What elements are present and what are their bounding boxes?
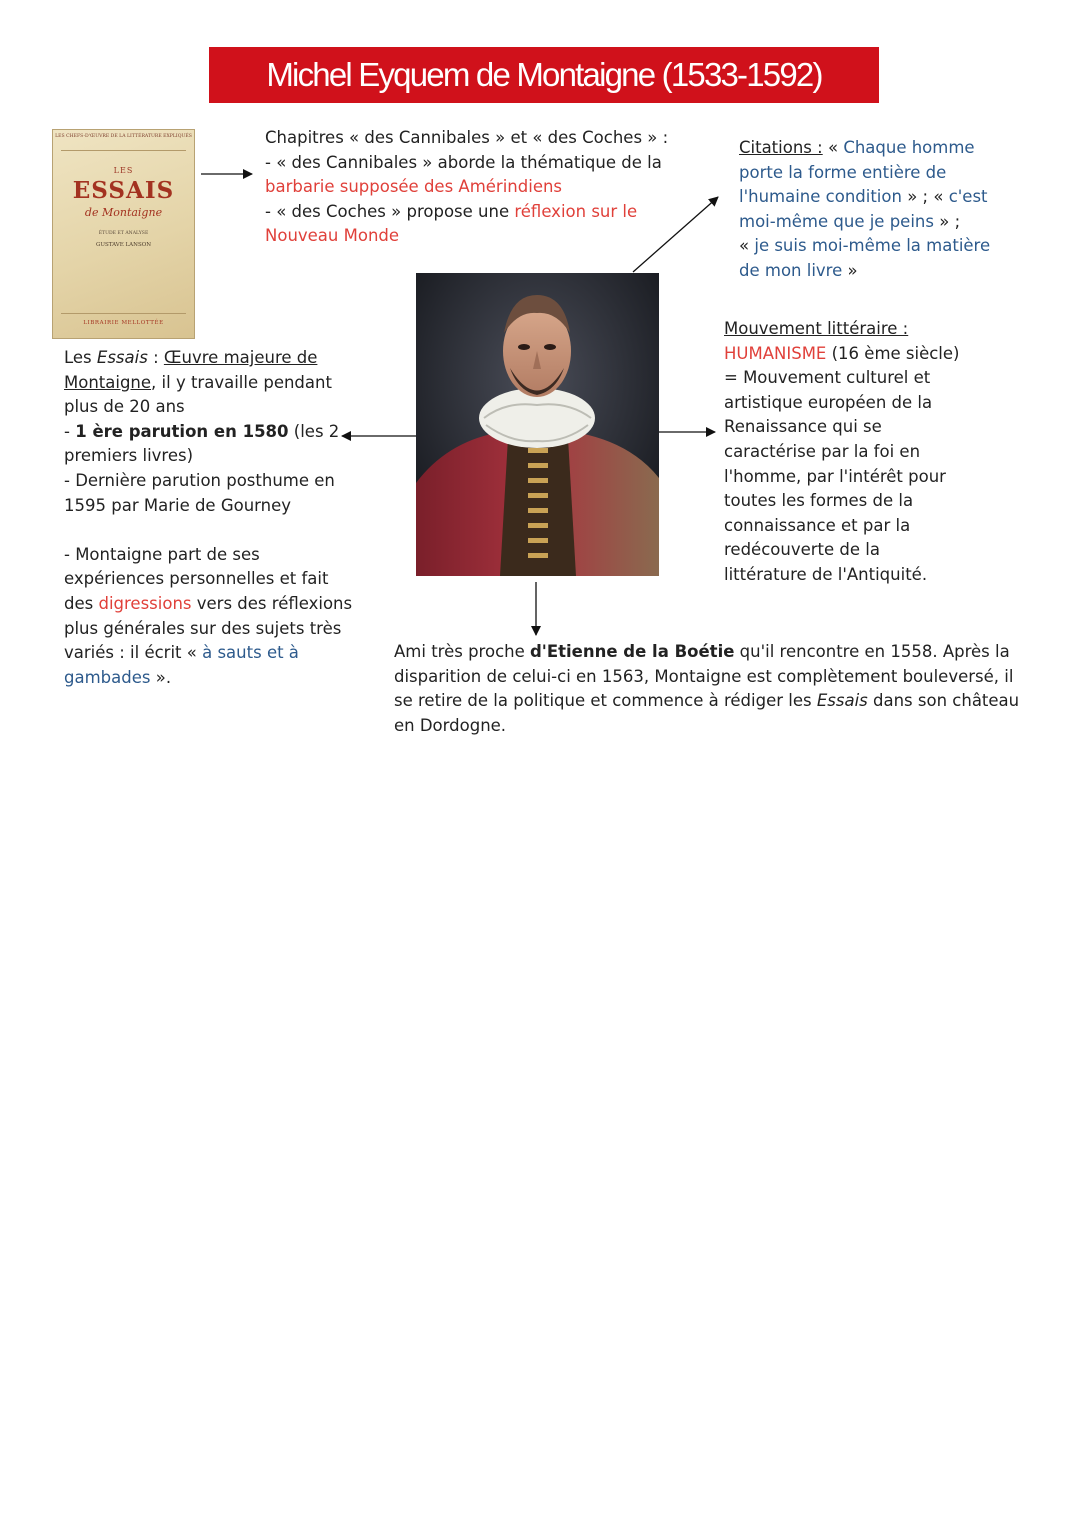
mouvement-line-8: toutes les formes de la xyxy=(724,491,914,511)
page-title-text: Michel Eyquem de Montaigne (1533-1592) xyxy=(266,56,822,93)
boetie-essais-italic: Essais xyxy=(816,691,868,711)
mouvement-humanisme: HUMANISME xyxy=(724,343,827,363)
citation-quote-3a: je suis moi-même la matière xyxy=(754,236,991,256)
essais-20-ans: plus de 20 ans xyxy=(64,397,185,417)
chapitres-block xyxy=(265,126,668,249)
mouvement-line-9: connaissance et par la xyxy=(724,515,911,535)
essais-les: Les xyxy=(64,348,92,367)
boetie-name: d'Etienne de la Boétie xyxy=(530,642,735,661)
essais-gambades: gambades xyxy=(64,667,151,687)
essais-premiere-parution: 1 ère parution en 1580 xyxy=(75,421,289,441)
citation-quote-mark-3: « xyxy=(739,236,750,256)
mouvement-line-6: caractérise par la foi en xyxy=(724,441,921,461)
essais-oeuvre-majeure: Œuvre majeure de xyxy=(163,348,318,367)
citation-quote-2b: moi-même que je peins xyxy=(739,211,934,231)
essais-varies: variés : il écrit « xyxy=(64,643,197,663)
essais-des: des xyxy=(64,593,94,613)
mouvement-line-7: l'homme, par l'intérêt pour xyxy=(724,466,946,486)
boetie-retire: se retire de la politique et commence à rédiger les xyxy=(394,691,812,711)
mouvement-line-4: artistique européen de la xyxy=(724,392,933,412)
citation-quote-1c: l'humaine condition xyxy=(739,187,902,207)
citations-label: Citations : xyxy=(739,138,823,157)
mouvement-line-11: littérature de l'Antiquité. xyxy=(724,564,928,584)
mouvement-siecle: (16 ème siècle) xyxy=(831,343,960,363)
essais-block xyxy=(64,346,352,690)
essais-les-2: (les 2 xyxy=(293,421,340,441)
book-author-text: GUSTAVE LANSON xyxy=(95,242,152,248)
citation-quote-3b: de mon livre xyxy=(739,260,843,280)
essais-premiers-livres: premiers livres) xyxy=(64,446,194,466)
essais-dash: - xyxy=(64,421,70,441)
essais-experiences: expériences personnelles et fait xyxy=(64,569,329,589)
citation-close-mark: » xyxy=(847,260,858,280)
citation-quote-mark: « xyxy=(827,138,839,157)
book-publisher-text: LIBRAIRIE MELLOTTÉE xyxy=(83,320,164,326)
essais-1595: 1595 par Marie de Gourney xyxy=(64,495,292,515)
citation-separator-2: » ; xyxy=(939,211,961,231)
boetie-chateau: dans son château xyxy=(873,691,1020,711)
citation-quote-2a: c'est xyxy=(948,187,988,207)
essais-montaigne: Montaigne xyxy=(64,372,152,392)
boetie-disparition: disparition de celui-ci en 1563, Montaigne est complètement bouleversé, il xyxy=(394,666,1014,686)
boetie-dordogne: en Dordogne. xyxy=(394,715,507,735)
mouvement-line-10: redécouverte de la xyxy=(724,540,880,560)
book-series-text: LES CHEFS-D'ŒUVRE DE LA LITTÉRATURE EXPLIQUÉS xyxy=(55,134,192,139)
book-les-text: LES xyxy=(113,166,134,175)
essais-close: ». xyxy=(155,667,172,687)
boetie-rencontre: qu'il rencontre en 1558. Après la xyxy=(739,642,1010,661)
essais-title-italic: Essais xyxy=(96,348,148,367)
chapitres-cannibales-text: - « des Cannibales » aborde la thématique de la xyxy=(265,152,662,172)
essais-plus-generales: plus générales sur des sujets très xyxy=(64,618,342,638)
chapitres-coches-highlight-1: réflexion sur le xyxy=(514,201,638,221)
essais-a-sauts: à sauts et à xyxy=(202,643,299,663)
mouvement-line-5: Renaissance qui se xyxy=(724,417,882,437)
chapitres-coches-text: - « des Coches » propose une xyxy=(265,201,510,221)
book-essais-text: ESSAIS xyxy=(72,177,175,204)
citation-separator: » ; « xyxy=(907,187,944,207)
boetie-block xyxy=(394,640,1019,738)
citations-block xyxy=(739,136,990,284)
mouvement-block xyxy=(724,317,959,588)
essais-digressions: digressions xyxy=(98,593,192,613)
book-de-montaigne-text: de Montaigne xyxy=(84,206,163,219)
essais-travaille: , il y travaille pendant xyxy=(151,372,332,392)
chapitres-cannibales-highlight: barbarie supposée des Amérindiens xyxy=(265,177,563,197)
book-etude-text: ÉTUDE ET ANALYSE xyxy=(98,231,149,236)
essais-montaigne-part: - Montaigne part de ses xyxy=(64,544,260,564)
mouvement-label: Mouvement littéraire : xyxy=(724,319,909,338)
essais-colon: : xyxy=(153,348,159,367)
citation-quote-1a: Chaque homme xyxy=(843,138,975,157)
essais-vers-reflexions: vers des réflexions xyxy=(196,593,353,613)
chapitres-heading: Chapitres « des Cannibales » et « des Coches » : xyxy=(265,128,669,147)
mouvement-line-3: = Mouvement culturel et xyxy=(724,368,931,388)
boetie-ami: Ami très proche xyxy=(394,642,525,661)
essais-derniere-parution: - Dernière parution posthume en xyxy=(64,470,335,490)
chapitres-coches-highlight-2: Nouveau Monde xyxy=(265,226,400,246)
citation-quote-1b: porte la forme entière de xyxy=(739,162,947,182)
